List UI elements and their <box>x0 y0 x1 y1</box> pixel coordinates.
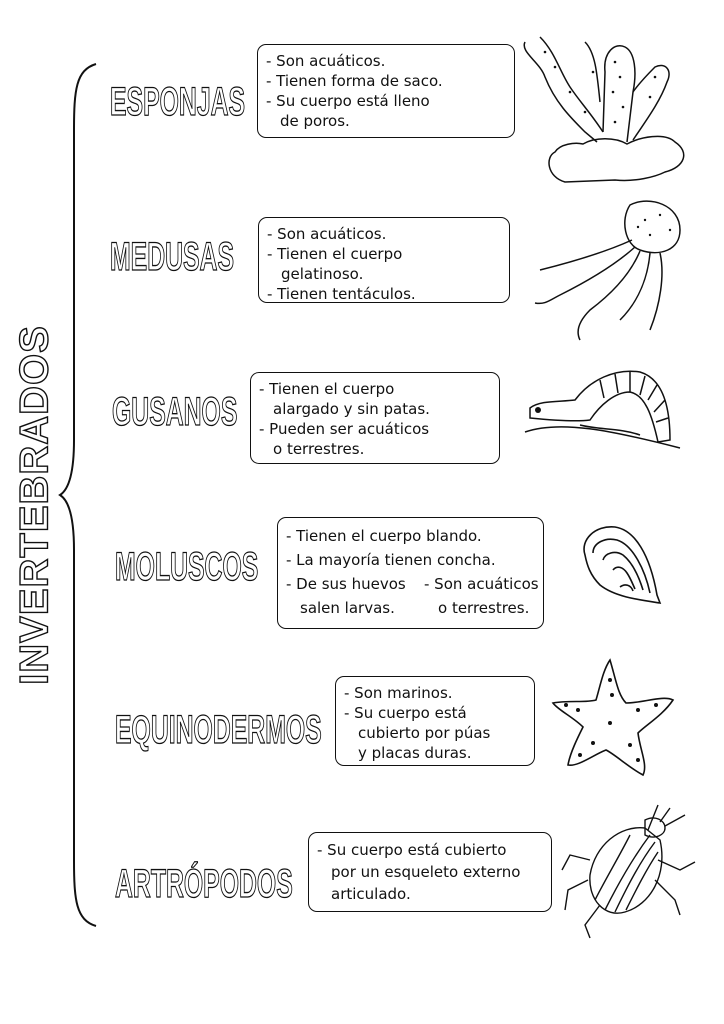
info-line: - Son acuáticos <box>424 575 539 593</box>
info-box-equinodermos <box>335 676 535 766</box>
info-line: y placas duras. <box>358 744 472 762</box>
info-line: - Son acuáticos. <box>267 225 387 243</box>
info-box-artropodos <box>308 832 552 912</box>
info-line: alargado y sin patas. <box>273 400 430 418</box>
mussel-icon <box>565 515 675 615</box>
info-box-moluscos <box>277 517 544 629</box>
info-line: - La mayoría tienen concha. <box>286 551 496 569</box>
category-esponjas: ESPONJAS <box>110 80 246 124</box>
info-line: articulado. <box>331 885 411 903</box>
info-box-gusanos <box>250 372 500 464</box>
info-box-medusas <box>258 217 510 303</box>
info-line: de poros. <box>280 112 350 130</box>
info-line: gelatinoso. <box>281 265 364 283</box>
info-line: cubierto por púas <box>358 724 491 742</box>
category-moluscos: MOLUSCOS <box>115 545 259 589</box>
info-line: - De sus huevos <box>286 575 406 593</box>
category-artropodos: ARTRÓPODOS <box>115 862 293 906</box>
info-line: - Son marinos. <box>344 684 453 702</box>
beetle-icon <box>560 800 710 940</box>
info-line: - Tienen el cuerpo <box>267 245 403 263</box>
info-box-esponjas <box>257 44 515 138</box>
category-gusanos: GUSANOS <box>112 390 238 434</box>
info-line: o terrestres. <box>438 599 530 617</box>
info-line: por un esqueleto externo <box>331 863 521 881</box>
jellyfish-icon <box>520 195 690 355</box>
info-line: - Su cuerpo está lleno <box>266 92 430 110</box>
info-line: - Su cuerpo está <box>344 704 467 722</box>
caterpillar-icon <box>520 360 690 460</box>
info-line: - Tienen forma de saco. <box>266 72 443 90</box>
info-line: salen larvas. <box>300 599 395 617</box>
info-line: - Tienen el cuerpo blando. <box>286 527 482 545</box>
starfish-icon <box>548 655 678 780</box>
info-line: - Pueden ser acuáticos <box>259 420 430 438</box>
main-title-text: INVERTEBRADOS <box>12 325 57 685</box>
category-medusas: MEDUSAS <box>110 235 235 279</box>
info-line: - Tienen el cuerpo <box>259 380 395 398</box>
sponge-icon <box>515 32 715 192</box>
info-line: - Tienen tentáculos. <box>267 285 416 303</box>
two-column-lines <box>286 572 539 620</box>
info-line: - Son acuáticos. <box>266 52 386 70</box>
brace-icon <box>58 60 98 930</box>
info-line: - Su cuerpo está cubierto <box>317 841 507 859</box>
info-line: o terrestres. <box>273 440 365 458</box>
category-equinodermos: EQUINODERMOS <box>115 708 322 752</box>
